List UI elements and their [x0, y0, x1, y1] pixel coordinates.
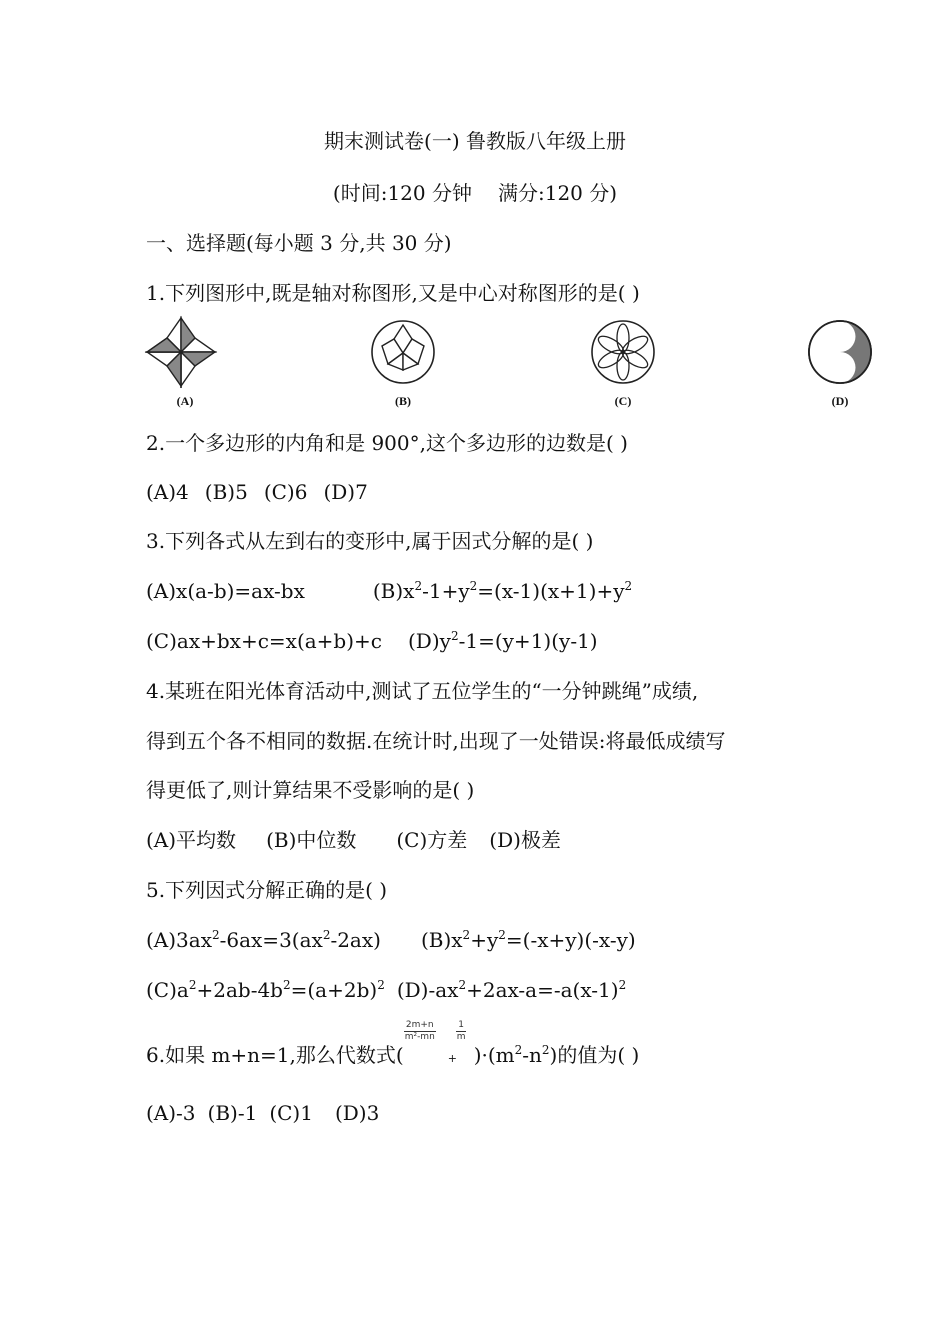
- page-title: 期末测试卷(一) 鲁教版八年级上册: [324, 129, 626, 153]
- fraction-expression: $\frac{2m+n}{\text{m²-mn}}$ + $\frac{1}{m}$: [404, 1020, 466, 1065]
- fraction-1: $\frac{2m+n}{\text{m²-mn}}$: [404, 1020, 435, 1042]
- option-a: $(A)3ax^2-6ax=3(ax^2-2ax)$: [146, 928, 381, 952]
- option-d: $(D)-ax^2+2ax-a=-a(x-1)^2$: [396, 978, 627, 1002]
- option-c: (C)方差: [396, 828, 468, 852]
- question-3-options-cd: [146, 628, 598, 654]
- figure-label-a: (A): [176, 394, 194, 408]
- question-5-options-cd: [146, 977, 626, 1003]
- yin-yang-icon: [806, 318, 874, 386]
- flower-circle-icon: [589, 318, 657, 386]
- question-4-line-2: 得到五个各不相同的数据.在统计时,出现了一处错误:将最低成绩写: [146, 729, 726, 753]
- question-4-line-1: 4.某班在阳光体育活动中,测试了五位学生的“一分钟跳绳”成绩,: [146, 679, 699, 703]
- question-4-line-3: 得更低了,则计算结果不受影响的是( ): [146, 778, 475, 802]
- fraction-2: $\frac{1}{m}$: [456, 1020, 466, 1042]
- question-1-stem: 1.下列图形中,既是轴对称图形,又是中心对称图形的是( ): [146, 281, 640, 305]
- exam-info: [0, 180, 950, 206]
- question-4-options: [146, 827, 561, 853]
- option-a: (A)-3: [146, 1101, 196, 1125]
- question-2-stem: 2.一个多边形的内角和是 900°,这个多边形的边数是( ): [146, 431, 628, 455]
- option-d: $(D)y^2-1=(y+1)(y-1)$: [408, 629, 598, 653]
- option-a: (A)x(a-b)=ax-bx: [146, 579, 305, 603]
- option-b: $(B)x^2+y^2=(-x+y)(-x-y)$: [420, 928, 636, 952]
- figure-label-b: (B): [395, 394, 411, 408]
- option-c: $(C)a^2+2ab-4b^2=(a+2b)^2$: [146, 978, 385, 1002]
- figure-label-c: (C): [614, 394, 632, 408]
- question-5-options-ab: [146, 927, 636, 953]
- option-c: (C)1: [269, 1101, 313, 1125]
- figure-label-d: (D): [831, 394, 849, 408]
- option-c: (C)ax+bx+c=x(a+b)+c: [146, 629, 382, 653]
- option-d: (D)3: [334, 1101, 380, 1125]
- pinwheel-icon: [143, 314, 219, 390]
- question-3-stem: 3.下列各式从左到右的变形中,属于因式分解的是( ): [146, 529, 594, 553]
- exam-time: (时间:120 分钟: [332, 181, 472, 205]
- question-3-options-ab: [146, 578, 632, 604]
- option-b: $(B)x^2-1+y^2=(x-1)(x+1)+y^2$: [372, 579, 633, 603]
- option-b: (B)5: [204, 480, 248, 504]
- option-d: (D)7: [323, 480, 368, 504]
- option-b: (B)-1: [207, 1101, 258, 1125]
- question-5-stem: 5.下列因式分解正确的是( ): [146, 878, 388, 902]
- question-6-options: [146, 1100, 379, 1126]
- option-c: (C)6: [263, 480, 308, 504]
- option-a: (A)4: [146, 480, 189, 504]
- section-heading: 一、选择题(每小题 3 分,共 30 分): [146, 231, 452, 255]
- question-6-stem: 6.如果 m+n=1,那么代数式( $\frac{2m+n}{\text{m²-mn}}$ + $\frac{1}{m}$ )$\cdot(m^2-n^2)$的值为( ): [146, 1020, 640, 1067]
- three-diamonds-circle-icon: [369, 318, 437, 386]
- question-2-options: [146, 479, 368, 505]
- exam-score: 满分:120 分): [498, 181, 618, 205]
- option-a: (A)平均数: [146, 828, 237, 852]
- option-d: (D)极差: [489, 828, 561, 852]
- option-b: (B)中位数: [266, 828, 357, 852]
